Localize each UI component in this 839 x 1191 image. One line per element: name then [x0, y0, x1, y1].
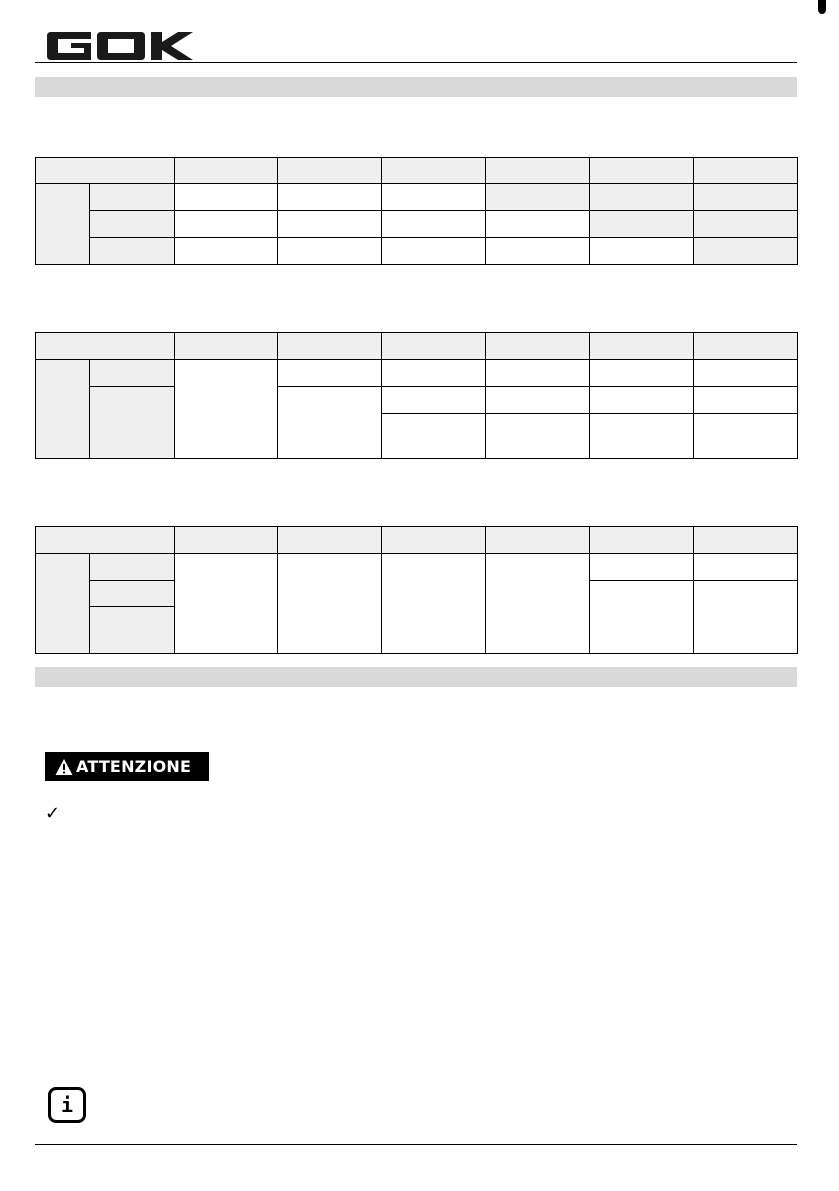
check-mark-icon: ✓: [45, 803, 61, 824]
table-cell: [278, 333, 382, 360]
table-cell: [36, 158, 175, 184]
header-rule: [35, 62, 797, 63]
table-cell: [694, 158, 798, 184]
gok-logo: [47, 32, 193, 60]
table-cell: [486, 211, 590, 238]
table-cell: [382, 333, 486, 360]
section-bar-2: [35, 667, 797, 687]
table-cell: [590, 581, 694, 654]
table-cell: [278, 387, 382, 459]
table-cell: [694, 238, 798, 265]
table-cell: [382, 527, 486, 554]
table-cell: [694, 387, 798, 414]
table-cell: [382, 387, 486, 414]
table-cell: [590, 184, 694, 211]
table-cell: [175, 554, 278, 654]
table-cell: [590, 333, 694, 360]
table-cell: [175, 527, 278, 554]
table-2: [35, 332, 798, 459]
table-cell: [175, 158, 278, 184]
table-cell: [36, 360, 90, 459]
table-cell: [590, 527, 694, 554]
table-cell: [694, 414, 798, 459]
table-cell: [278, 238, 382, 265]
table-cell: [175, 360, 278, 459]
table-cell: [36, 184, 90, 265]
info-icon: [48, 1087, 86, 1123]
table-cell: [278, 211, 382, 238]
table-cell: [382, 158, 486, 184]
table-cell: [90, 387, 175, 459]
warning-label: ATTENZIONE: [76, 757, 192, 776]
table-cell: [590, 238, 694, 265]
table-cell: [694, 184, 798, 211]
table-cell: [486, 554, 590, 654]
table-cell: [694, 527, 798, 554]
table-cell: [694, 581, 798, 654]
table-cell: [90, 581, 175, 607]
corner-mark: [818, 0, 826, 14]
warning-icon: [55, 758, 73, 776]
table-cell: [382, 211, 486, 238]
table-cell: [278, 554, 382, 654]
table-cell: [36, 554, 90, 654]
section-bar-1: [35, 77, 797, 97]
table-cell: [175, 333, 278, 360]
table-cell: [590, 414, 694, 459]
table-cell: [486, 238, 590, 265]
table-cell: [694, 554, 798, 581]
table-cell: [382, 554, 486, 654]
table-cell: [486, 184, 590, 211]
table-cell: [486, 158, 590, 184]
table-cell: [486, 387, 590, 414]
table-cell: [36, 333, 175, 360]
table-cell: [36, 527, 175, 554]
table-cell: [486, 360, 590, 387]
table-cell: [278, 158, 382, 184]
table-cell: [90, 607, 175, 654]
table-cell: [694, 333, 798, 360]
table-cell: [382, 360, 486, 387]
table-cell: [486, 333, 590, 360]
table-cell: [175, 184, 278, 211]
warning-badge: [45, 752, 209, 781]
table-cell: [90, 238, 175, 265]
table-cell: [90, 554, 175, 581]
table-cell: [382, 414, 486, 459]
table-3: [35, 526, 798, 654]
table-cell: [486, 414, 590, 459]
table-cell: [382, 238, 486, 265]
table-cell: [590, 387, 694, 414]
table-cell: [590, 554, 694, 581]
table-cell: [278, 527, 382, 554]
table-cell: [278, 360, 382, 387]
table-cell: [175, 238, 278, 265]
table-cell: [278, 184, 382, 211]
table-cell: [90, 360, 175, 387]
table-cell: [694, 360, 798, 387]
footer-rule: [35, 1144, 797, 1145]
table-cell: [175, 211, 278, 238]
table-1: [35, 157, 798, 265]
table-cell: [486, 527, 590, 554]
table-cell: [590, 211, 694, 238]
table-cell: [90, 211, 175, 238]
table-cell: [382, 184, 486, 211]
table-cell: [694, 211, 798, 238]
info-symbol: i: [60, 1093, 74, 1117]
table-cell: [590, 360, 694, 387]
table-cell: [90, 184, 175, 211]
table-cell: [590, 158, 694, 184]
